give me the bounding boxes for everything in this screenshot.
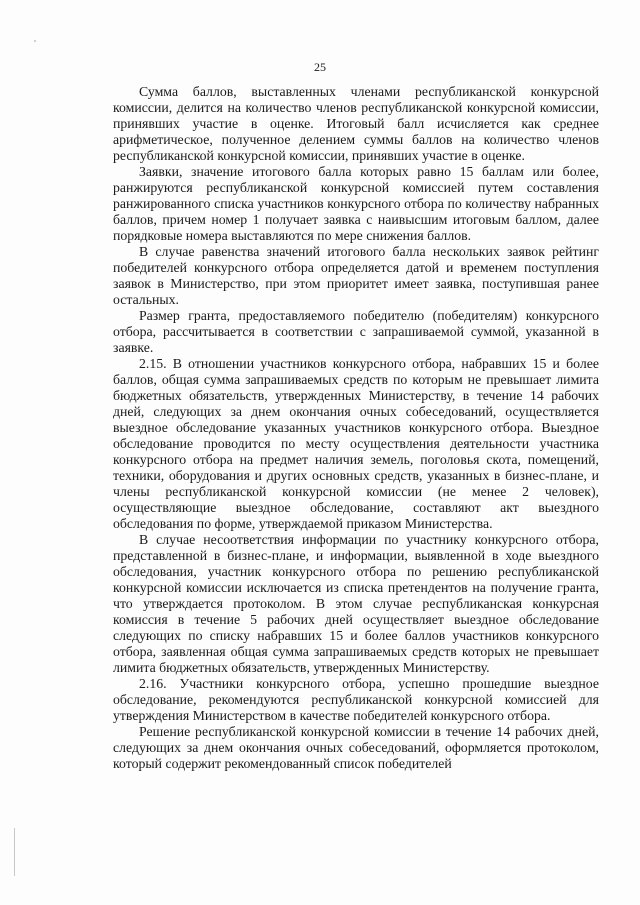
paragraph-grant-size: Размер гранта, предоставляемого победителю (победителям) конкурсного отбора, рассчитывается в соответствии с запрашиваемой суммой, указанной в заявке. [113,308,599,355]
document-body [113,84,599,772]
scan-edge-line [14,828,15,876]
paragraph-discrepancy: В случае несоответствия информации по участнику конкурсного отбора, представленной в бизнес-плане, и информации, выявленной в ходе выездного обследования, участник конкурсного отбора по решению республиканской конкурсной комиссии исключается из списка претендентов на получение гранта, что утверждается протоколом. В этом случае республиканская конкурсная комиссия в течение 5 рабочих дней осуществляет выездное обследование следующих по списку набравших 15 и более баллов участников конкурсного отбора, заявленная общая сумма запрашиваемых средств которых не превышает лимита бюджетных обязательств, утвержденных Министерству. [113,532,599,675]
paragraph-tie-break: В случае равенства значений итогового балла нескольких заявок рейтинг победителей конкурсного отбора определяется датой и временем поступления заявок в Министерство, при этом приоритет имеет заявка, поступившая ранее остальных. [113,244,599,307]
paragraph-section-2-16: 2.16. Участники конкурсного отбора, успешно прошедшие выездное обследование, рекомендуются республиканской конкурсной комиссией для утверждения Министерством в качестве победителей конкурсного отбора. [113,676,599,723]
scan-speck [34,40,36,42]
paragraph-score-averaging: Сумма баллов, выставленных членами республиканской конкурсной комиссии, делится на количество членов республиканской конкурсной комиссии, принявших участие в оценке. Итоговый балл исчисляется как среднее арифметическое, полученное делением суммы баллов на количество членов республиканской конкурсной комиссии, принявших участие в оценке. [113,84,599,163]
paragraph-section-2-15: 2.15. В отношении участников конкурсного отбора, набравших 15 и более баллов, общая сумма запрашиваемых средств по которым не превышает лимита бюджетных обязательств, утвержденных Министерству, в течение 14 рабочих дней, следующих за днем окончания очных собеседований, осуществляется выездное обследование указанных участников конкурсного отбора. Выездное обследование проводится по месту осуществления деятельности участника конкурсного отбора на предмет наличия земель, поголовья скота, помещений, техники, оборудования и других основных средств, указанных в бизнес-плане, и члены республиканской конкурсной комиссии (не менее 2 человек), осуществляющие выездное обследование, составляют акт выездного обследования по форме, утверждаемой приказом Министерства. [113,356,599,531]
paragraph-ranking: Заявки, значение итогового балла которых равно 15 баллам или более, ранжируются республиканской конкурсной комиссией путем составления ранжированного списка участников конкурсного отбора по количеству набранных баллов, причем номер 1 получает заявка с наивысшим итоговым баллом, далее порядковые номера выставляются по мере снижения баллов. [113,164,599,243]
page-number: 25 [314,60,326,74]
paragraph-commission-decision: Решение республиканской конкурсной комиссии в течение 14 рабочих дней, следующих за днем окончания очных собеседований, оформляется протоколом, который содержит рекомендованный список победителей [113,724,599,771]
